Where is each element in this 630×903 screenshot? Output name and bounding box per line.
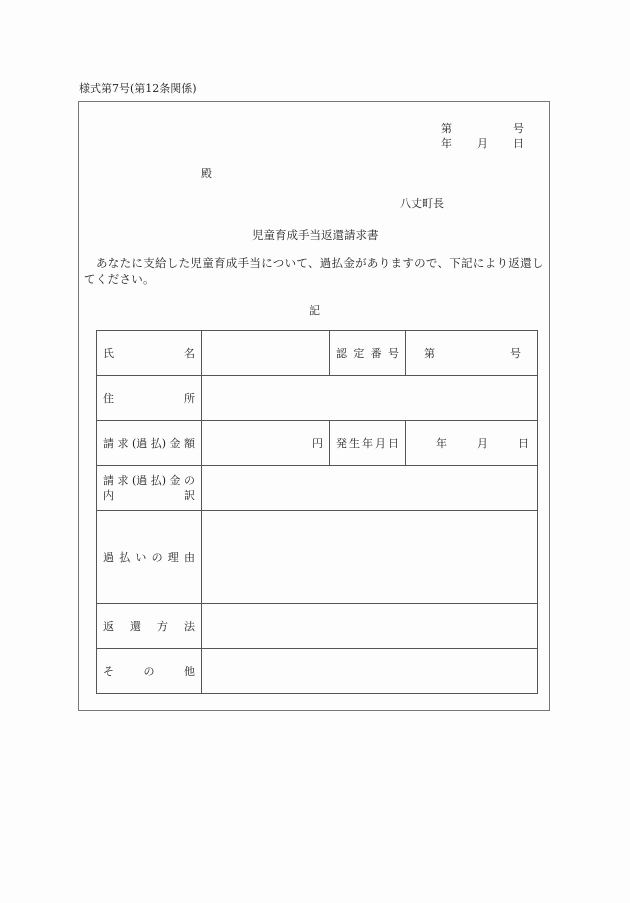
- issuer: 八丈町長: [400, 197, 444, 210]
- label-address: 住 所: [97, 376, 202, 421]
- label-other: そ の 他: [97, 649, 202, 694]
- row-address: [97, 376, 538, 421]
- field-other[interactable]: [202, 649, 538, 694]
- date-day: 日: [513, 137, 524, 150]
- document-title: 児童育成手当返還請求書: [252, 228, 379, 242]
- label-name: 氏 名: [97, 331, 202, 376]
- row-breakdown: [97, 466, 538, 511]
- field-method[interactable]: [202, 604, 538, 649]
- number-prefix: 第: [441, 122, 452, 135]
- label-cert-number: 認 定 番 号: [330, 331, 406, 376]
- field-cert-number[interactable]: 第 号: [406, 331, 538, 376]
- field-occurrence-date[interactable]: 年 月 日: [406, 421, 538, 466]
- field-name[interactable]: [202, 331, 330, 376]
- yen-unit: 円: [312, 437, 323, 450]
- field-address[interactable]: [202, 376, 538, 421]
- row-method: [97, 604, 538, 649]
- form-number-label: 様式第7号(第12条関係): [79, 82, 197, 95]
- addressee-suffix: 殿: [201, 167, 212, 180]
- request-table: [96, 330, 538, 694]
- row-reason: [97, 511, 538, 604]
- body-text: あなたに支給した児童育成手当について、過払金がありますので、下記により返還してください。: [84, 256, 544, 286]
- row-other: [97, 649, 538, 694]
- row-amount: [97, 421, 538, 466]
- label-reason: 過 払 い の 理 由: [97, 511, 202, 604]
- label-amount: 請 求 (過 払) 金 額: [97, 421, 202, 466]
- field-reason[interactable]: [202, 511, 538, 604]
- field-breakdown[interactable]: [202, 466, 538, 511]
- label-method: 返 還 方 法: [97, 604, 202, 649]
- ki-heading: 記: [309, 304, 320, 317]
- label-occurrence-date: 発 生 年 月 日: [330, 421, 406, 466]
- date-month: 月: [477, 137, 488, 150]
- date-year: 年: [441, 137, 452, 150]
- label-breakdown: 請 求 (過 払) 金 の 内 訳: [97, 466, 202, 511]
- number-suffix: 号: [513, 122, 524, 135]
- row-name: [97, 331, 538, 376]
- field-amount[interactable]: [202, 421, 330, 466]
